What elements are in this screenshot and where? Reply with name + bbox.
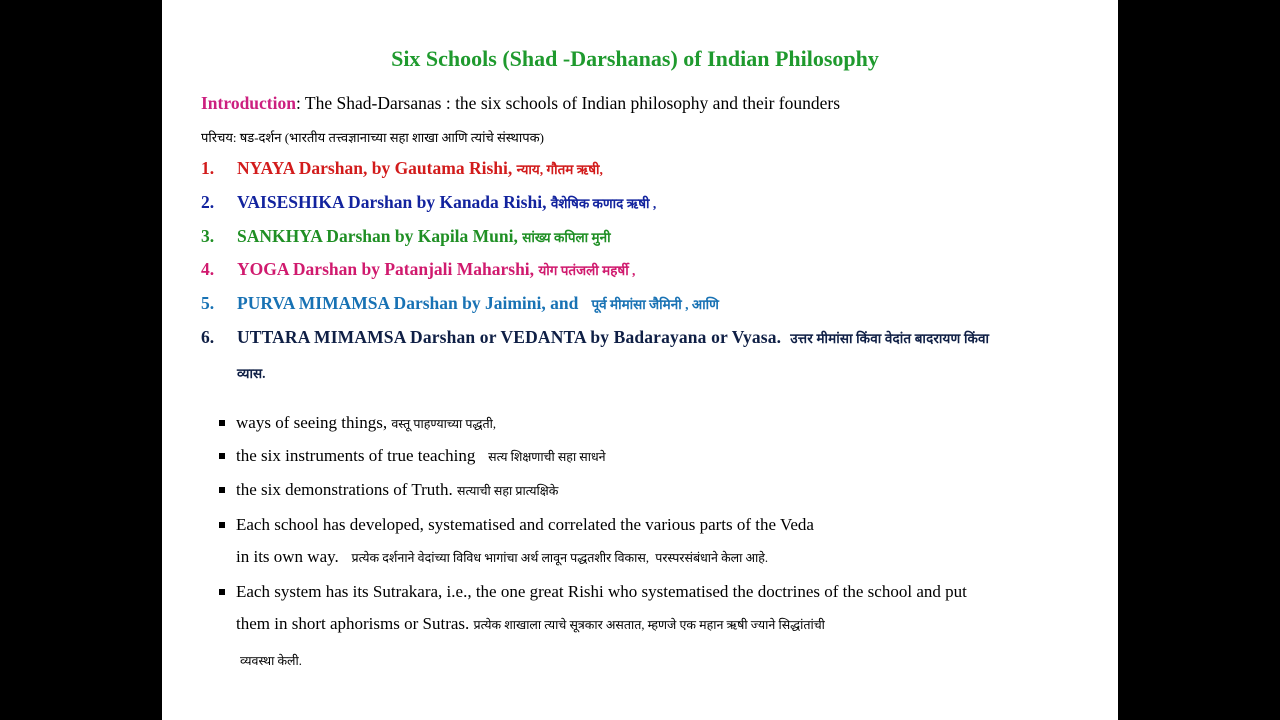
bullet-square-icon <box>219 453 225 459</box>
school-marathi: उत्तर मीमांसा किंवा वेदांत बादरायण किंवा <box>790 331 990 346</box>
bullet-cont-text: in its own way. <box>236 547 352 566</box>
bullet-marathi: सत्याची सहा प्रात्यक्षिके <box>457 484 559 498</box>
intro-marathi: परिचय: षड-दर्शन (भारतीय तत्त्वज्ञानाच्या सहा शाखा आणि त्यांचे संस्थापक) <box>201 130 544 145</box>
bullet-cont-marathi: प्रत्येक शाखाला त्याचे सूत्रकार असतात, म्हणजे एक महान ऋषी ज्याने सिद्धांतांची <box>473 618 825 632</box>
intro-label: Introduction <box>201 93 296 113</box>
bullet-square-icon <box>219 420 225 426</box>
school-text: NYAYA Darshan, by Gautama Rishi, <box>237 158 517 178</box>
school-text: UTTARA MIMAMSA Darshan or VEDANTA by Badarayana or Vyasa. <box>237 327 791 347</box>
school-marathi: न्याय, गौतम ऋषी, <box>516 162 603 177</box>
bullet-marathi: सत्य शिक्षणाची सहा साधने <box>488 450 606 464</box>
school-marathi-continuation: व्यास. <box>237 366 266 381</box>
school-text: SANKHYA Darshan by Kapila Muni, <box>237 226 523 246</box>
page-title: Six Schools (Shad -Darshanas) of Indian Philosophy <box>391 46 879 71</box>
intro-text: : The Shad-Darsanas : the six schools of Indian philosophy and their founders <box>295 93 841 113</box>
list-number: 2. <box>201 192 215 212</box>
bullet-text: ways of seeing things, <box>236 413 392 432</box>
school-marathi: योग पतंजली महर्षी , <box>538 263 636 278</box>
bullet-square-icon <box>219 589 225 595</box>
school-text: PURVA MIMAMSA Darshan by Jaimini, and <box>237 293 592 313</box>
bullet-text: the six instruments of true teaching <box>236 446 489 465</box>
bullet-text: the six demonstrations of Truth. <box>236 480 458 499</box>
bullet-text: Each school has developed, systematised and correlated the various parts of the Veda <box>236 515 814 534</box>
school-marathi: पूर्व मीमांसा जैमिनी , आणि <box>591 297 719 312</box>
bullet-continuation-2 <box>240 650 302 670</box>
intro-line <box>201 93 840 114</box>
list-number: 3. <box>201 226 215 246</box>
list-number: 4. <box>201 259 215 279</box>
list-number: 5. <box>201 293 215 313</box>
bullet-cont-marathi: प्रत्येक दर्शनाने वेदांच्या विविध भागांचा अर्थ लावून पद्धतशीर विकास, परस्परसंबंधाने केला आहे. <box>351 551 769 565</box>
bullet-cont-text: them in short aphorisms or Sutras. <box>236 614 474 633</box>
bullet-cont-marathi-2: व्यवस्था केली. <box>240 654 302 668</box>
school-marathi: सांख्य कपिला मुनी <box>522 230 611 245</box>
bullet-square-icon <box>219 487 225 493</box>
document-page <box>162 0 1118 720</box>
bullet-continuation <box>236 614 825 634</box>
bullet-continuation <box>236 547 768 567</box>
list-number: 6. <box>201 327 215 347</box>
bullet-square-icon <box>219 522 225 528</box>
school-text: VAISESHIKA Darshan by Kanada Rishi, <box>237 192 551 212</box>
school-marathi: वैशेषिक कणाद ऋषी , <box>550 196 657 211</box>
bullet-text: Each system has its Sutrakara, i.e., the one great Rishi who systematised the doctrines of the school and put <box>236 582 967 601</box>
bullet-marathi: वस्तू पाहण्याच्या पद्धती, <box>391 417 496 431</box>
school-text: YOGA Darshan by Patanjali Maharshi, <box>237 259 539 279</box>
list-number: 1. <box>201 158 215 178</box>
